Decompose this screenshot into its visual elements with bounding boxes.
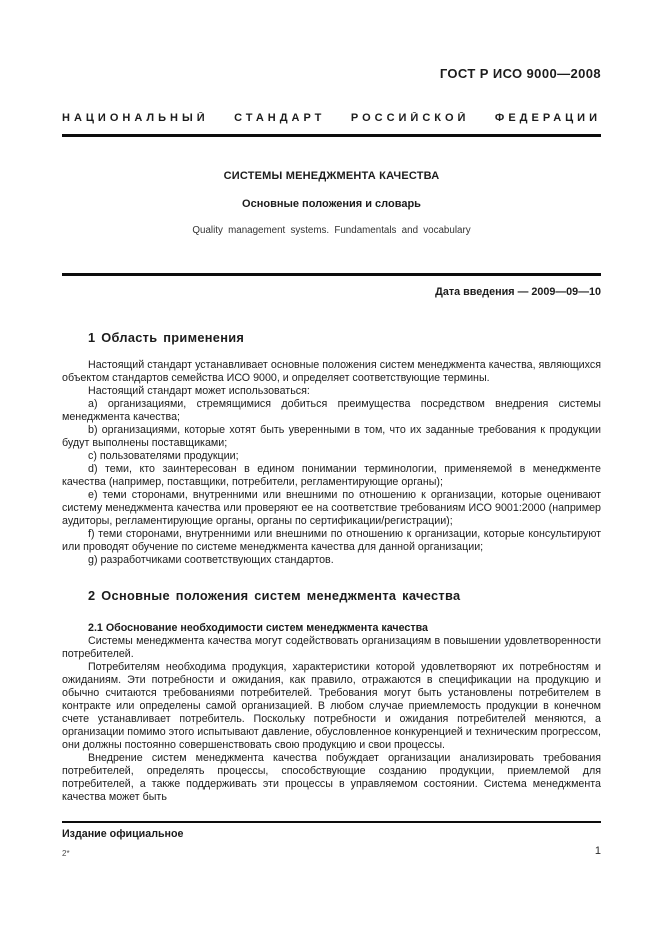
- section1-list-item-a: a) организациями, стремящимися добиться преимущества посредством внедрения системы менеджмента качества;: [62, 398, 601, 423]
- section2-heading: 2 Основные положения систем менеджмента качества: [88, 588, 461, 603]
- section2-subheading: 2.1 Обоснование необходимости систем менеджмента качества: [88, 622, 428, 634]
- standard-type-heading: НАЦИОНАЛЬНЫЙ СТАНДАРТ РОССИЙСКОЙ ФЕДЕРАЦИИ: [62, 112, 601, 124]
- document-title: СИСТЕМЫ МЕНЕДЖМЕНТА КАЧЕСТВА: [223, 170, 440, 182]
- section1-heading: 1 Область применения: [88, 330, 245, 345]
- section2-paragraph: Внедрение систем менеджмента качества побуждает организации анализировать требования потребителей, определять процессы, способствующие созданию продукции, приемлемой для потребителей, а также поддерживать эти процессы в управляемом состоянии. Система менеджмента качества может быть: [62, 752, 601, 803]
- header-rule: [62, 134, 601, 137]
- section1-list-item-d: d) теми, кто заинтересован в едином понимании терминологии, применяемой в менеджменте качества (например, поставщики, потребители, регламентирующие органы);: [62, 463, 601, 488]
- section1-list-item-c: c) пользователями продукции;: [88, 450, 239, 462]
- introduction-date: Дата введения — 2009—09—10: [435, 286, 601, 298]
- section2-paragraph: Потребителям необходима продукция, характеристики которой удовлетворяют их потребностям и ожиданиям. Эти потребности и ожидания, как правило, отражаются в спецификации на продукцию и обычно считаются требованиями потребителей. Требования могут быть установлены потребителем в контракте или определены самой организацией. В любом случае приемлемость продукции в конечном счете устанавливает потребитель. Поскольку потребности и ожидания потребителей меняются, а организации помимо этого испытывают давление, обусловленное конкуренцией и техническим прогрессом, они должны постоянно совершенствовать свою продукцию и свои процессы.: [62, 661, 601, 751]
- section1-list-item-f: f) теми сторонами, внутренними или внешними по отношению к организации, которые консультируют или проводят обучение по системе менеджмента качества для данной организации;: [62, 528, 601, 553]
- section1-list-item-g: g) разработчиками соответствующих стандартов.: [88, 554, 334, 566]
- document-body: [62, 330, 601, 804]
- section1-paragraph: Настоящий стандарт устанавливает основные положения систем менеджмента качества, являющихся объектом стандартов семейства ИСО 9000, и определяет соответствующие термины.: [62, 359, 601, 384]
- edition-note: Издание официальное: [62, 828, 184, 840]
- document-title-english: Quality management systems. Fundamentals and vocabulary: [192, 225, 471, 236]
- section2-paragraph: Системы менеджмента качества могут содействовать организациям в повышении удовлетворенности потребителей.: [62, 635, 601, 660]
- footer-rule: [62, 821, 601, 823]
- document-subtitle: Основные положения и словарь: [242, 198, 421, 210]
- doc-code: ГОСТ Р ИСО 9000—2008: [439, 66, 601, 81]
- section1-list-item-e: e) теми сторонами, внутренними или внешними по отношению к организации, которые оценивают систему менеджмента качества или проверяют ее на соответствие требованиям ИСО 9001:2000 (например аудиторы, регламентирующие органы, органы по сертификации/регистрации);: [62, 489, 601, 527]
- page-number: 1: [594, 845, 601, 857]
- section1-paragraph: Настоящий стандарт может использоваться:: [88, 385, 310, 397]
- printers-signature-mark: 2*: [62, 849, 70, 858]
- date-rule: [62, 273, 601, 276]
- section1-list-item-b: b) организациями, которые хотят быть уверенными в том, что их заданные требования к продукции будут выполнены поставщиками;: [62, 424, 601, 449]
